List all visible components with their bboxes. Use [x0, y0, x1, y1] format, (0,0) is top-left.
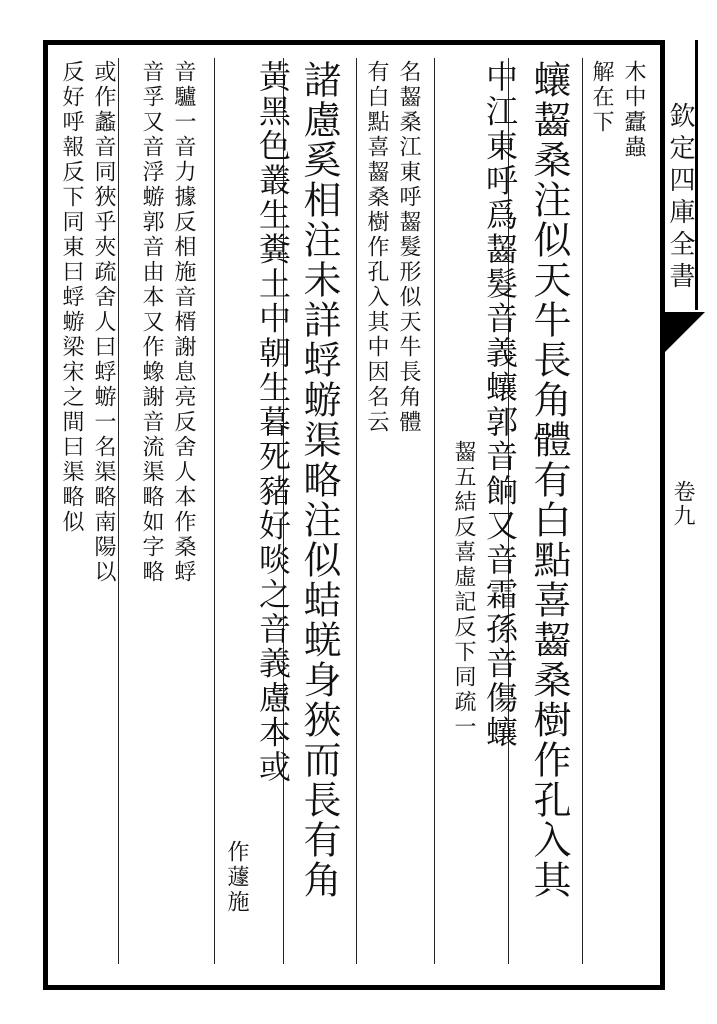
text-line: 或作蠡音同狹乎夾疏舍人曰蜉蝣一名渠略南陽以 [91, 60, 116, 585]
column-rule [582, 58, 583, 964]
text-line: 名齧桑江東呼齧髮形似天牛長角體 [396, 60, 421, 435]
text-column-3 [451, 60, 519, 750]
text-line: 齧五結反喜虛記反下同疏一 [451, 440, 476, 740]
column-rule [214, 58, 215, 964]
text-line: 中江東呼爲齧髮音義蠰郭音餉又音霜孫音傷蠰 [481, 60, 519, 750]
text-line: 解在下 [589, 60, 614, 135]
column-rule [434, 58, 435, 964]
text-column-4 [365, 60, 419, 435]
volume-label: 卷九 [670, 480, 695, 528]
text-line: 音孚又音浮蝣郭音由本又作蟓謝音流渠略如字略 [139, 60, 164, 585]
text-column-2: 蠰齧桑注似天牛長角體有白點喜齧桑樹作孔入其 [527, 60, 571, 900]
text-column-7 [140, 60, 194, 585]
text-column-6 [224, 60, 292, 915]
text-line: 反好呼報反下同東曰蜉蝣梁宋之間曰渠略似 [59, 60, 84, 535]
text-line: 木中蠹蟲 [621, 60, 646, 160]
text-line: 黃黑色叢生糞土中朝生暮死豬好啖之音義慮本或 [254, 60, 292, 785]
fishtail-mark [665, 312, 705, 352]
text-column-5: 諸慮奚相注未詳蜉蝣渠略注似蛣蜣身狹而長有角 [297, 60, 341, 900]
book-title: 欽定四庫全書 [665, 102, 695, 294]
text-line: 作蘧施 [224, 840, 249, 915]
text-column-8 [60, 60, 114, 585]
column-rule [356, 58, 357, 964]
text-line: 有白點喜齧桑樹作孔入其中因名云 [364, 60, 389, 435]
text-column-1 [590, 60, 644, 160]
column-rule [118, 58, 119, 964]
text-line: 音驢一音力據反相施音楈謝息亮反舍人本作桑蜉 [171, 60, 196, 585]
page-frame [43, 40, 665, 990]
fore-edge [665, 40, 717, 990]
